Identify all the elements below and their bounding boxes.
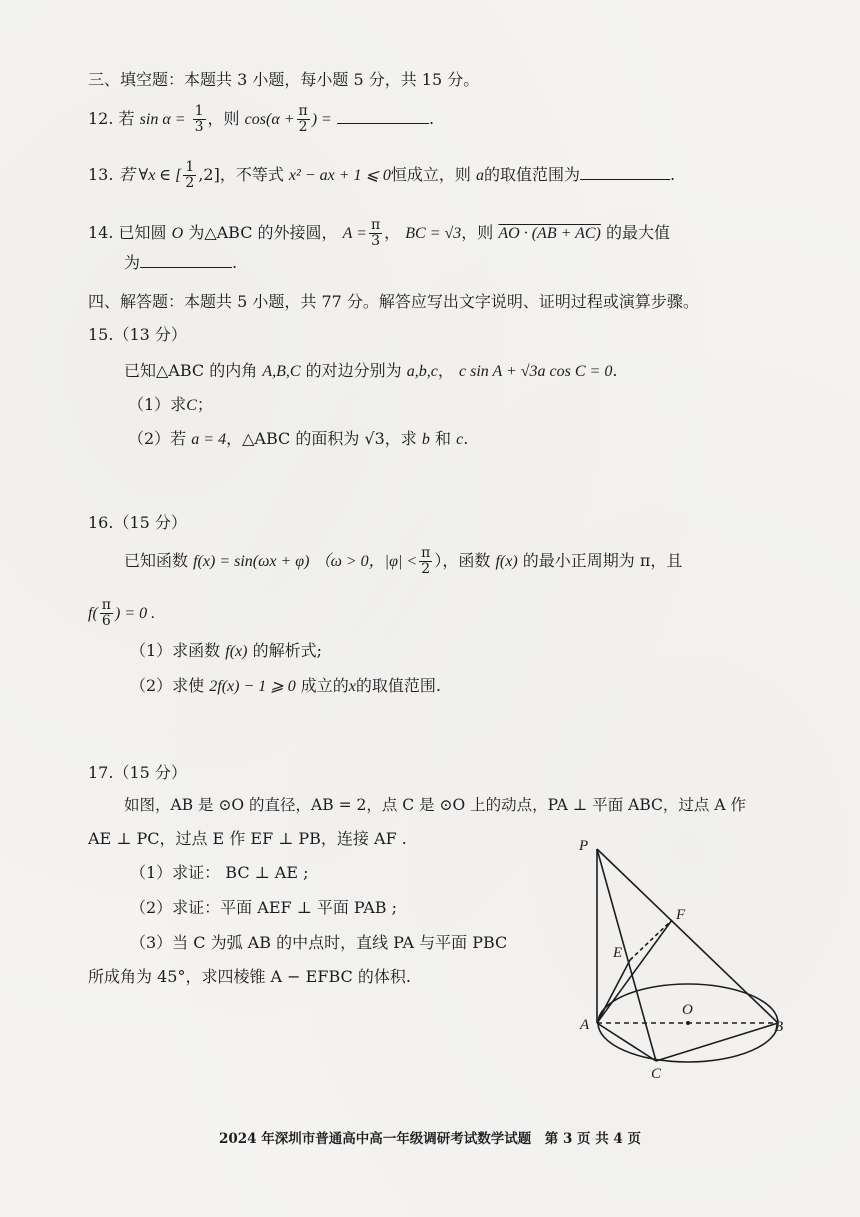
q15-angles: A,B,C xyxy=(262,363,301,380)
q16-stem-d: 的最小正周期为 π，且 xyxy=(522,551,683,570)
label-B: B xyxy=(774,1019,784,1035)
q15-p1-end: ； xyxy=(196,395,213,414)
q16-p2-b: 成立的 xyxy=(300,676,349,695)
edge-BC xyxy=(656,1023,778,1061)
q16-p2-a: （2）求使 xyxy=(130,676,205,695)
q16-function: f(x) = sin(ωx + φ) xyxy=(193,553,310,570)
q15-p2-b: ，△ABC 的面积为 √3，求 xyxy=(226,429,417,448)
q17-part-3-cont: 所成角为 45°，求四棱锥 A − EFBC 的体积. xyxy=(88,967,411,986)
q15-p1-var: C xyxy=(186,397,197,414)
q14-A-eq: A = xyxy=(342,225,367,242)
q14-end: . xyxy=(232,253,238,272)
q12-frac-2: $\frac{\pi}{2}$ xyxy=(298,103,308,135)
q14-line2-prefix: 为 xyxy=(124,253,141,272)
q16-p1-b: 的解析式; xyxy=(252,641,322,660)
q15-p1-text: （1）求 xyxy=(128,395,187,414)
q16-frac: $\frac{\pi}{2}$ xyxy=(421,545,431,577)
q14-text-1: 已知圆 xyxy=(118,223,167,242)
q14-text-4: ，则 xyxy=(461,223,494,242)
label-E: E xyxy=(613,945,623,961)
q12-end: . xyxy=(428,109,435,128)
label-A: A xyxy=(580,1017,590,1033)
q16-stem-a: 已知函数 xyxy=(124,551,189,570)
q17-part-2: （2）求证：平面 AEF ⊥ 平面 PAB ; xyxy=(130,898,397,917)
q13-inequality: x² − ax + 1 ⩽ 0 xyxy=(288,167,391,184)
q15-stem-d: . xyxy=(612,361,618,380)
q17-header: 17.（15 分） xyxy=(88,763,187,782)
q13-end: . xyxy=(670,165,676,184)
q17-line-1: 如图，AB 是 ⊙O 的直径，AB = 2，点 C 是 ⊙O 上的动点，PA ⊥ 平面 ABC，过点 A 作 xyxy=(124,796,746,814)
q15-header: 15.（13 分） xyxy=(88,325,187,344)
section-3-heading: 三、填空题：本题共 3 小题，每小题 5 分，共 15 分。 xyxy=(88,70,480,89)
q14-frac: $\frac{\pi}{3}$ xyxy=(370,217,381,249)
q13-var: a xyxy=(476,167,485,184)
edge-PB xyxy=(597,849,778,1023)
q16-stem-b: （ω > 0，|φ| < xyxy=(314,553,418,570)
label-C: C xyxy=(651,1066,662,1082)
q15-p2-a: （2）若 xyxy=(128,429,187,448)
q15-sides: a,b,c xyxy=(406,363,438,380)
label-O: O xyxy=(682,1002,693,1018)
q16-cond-frac: $\frac{\pi}{6}$ xyxy=(101,597,111,629)
q12-cond: sin α = xyxy=(139,111,186,128)
section-4-heading: 四、解答题：本题共 5 小题，共 77 分。解答应写出文字说明、证明过程或演算步骤。 xyxy=(88,292,699,311)
q14-bc: BC = √3 xyxy=(405,225,462,242)
q16-f: f(x) xyxy=(495,553,518,570)
q16-p2-ineq: 2f(x) − 1 ⩾ 0 xyxy=(209,678,296,695)
q16-p2-c: 的取值范围. xyxy=(355,676,441,695)
q13-mid: ,2]，不等式 xyxy=(198,165,284,184)
q16-header: 16.（15 分） xyxy=(88,513,187,532)
q12-expr-left: cos(α + xyxy=(244,111,295,128)
q15-p2-var-c: c xyxy=(456,431,464,448)
q14-number: 14. xyxy=(88,223,114,242)
segment-EF xyxy=(630,920,672,960)
q14-vector-expr: AO · (AB + AC) xyxy=(498,225,601,242)
q12-then: ，则 xyxy=(207,109,240,128)
q16-p1-f: f(x) xyxy=(225,643,248,660)
page-footer: 2024 年深圳市普通高中高一年级调研考试数学试题 第 3 页 共 4 页 xyxy=(218,1131,642,1147)
q14-text-2: 为△ABC 的外接圆， xyxy=(188,223,338,242)
q14-text-3: ， xyxy=(384,223,401,242)
center-point-O xyxy=(686,1021,690,1025)
q13-prefix: 若 ∀x ∈ [ xyxy=(118,167,182,184)
q16-cond-left: f( xyxy=(88,605,98,622)
segment-AF xyxy=(597,920,672,1023)
q14-text-5: 的最大值 xyxy=(605,223,670,242)
q12-number: 12. xyxy=(88,109,114,128)
q17-part-1: （1）求证： BC ⊥ AE ; xyxy=(130,863,309,882)
q15-equation: c sin A + √3a cos C = 0 xyxy=(458,363,613,380)
q16-p2-x: x xyxy=(348,678,356,695)
q15-p2-d: . xyxy=(463,429,469,448)
q14-O: O xyxy=(171,225,184,242)
q15-p2-var-b: b xyxy=(421,431,430,448)
q16-stem-c: ），函数 xyxy=(434,551,491,570)
q15-stem-c: ， xyxy=(437,361,454,380)
q15-stem-a: 已知△ABC 的内角 xyxy=(124,361,258,380)
q13-rest2: 的取值范围为 xyxy=(484,165,581,184)
q15-p2-eq: a = 4 xyxy=(191,431,227,448)
q16-cond-right: ) = 0 . xyxy=(114,605,156,622)
label-P: P xyxy=(579,838,589,854)
q13-rest: 恒成立，则 xyxy=(390,165,471,184)
q13-frac: $\frac{1}{2}$ xyxy=(185,159,195,191)
q13-number: 13. xyxy=(88,165,114,184)
q17-part-3: （3）当 C 为弧 AB 的中点时，直线 PA 与平面 PBC xyxy=(130,933,508,952)
q16-p1-a: （1）求函数 xyxy=(130,641,221,660)
q12-prefix: 若 xyxy=(118,109,135,128)
q17-line-2: AE ⊥ PC，过点 E 作 EF ⊥ PB，连接 AF . xyxy=(88,829,407,848)
segment-AE xyxy=(597,960,630,1023)
label-F: F xyxy=(676,907,686,923)
q12-frac-1: $\frac{1}{3}$ xyxy=(194,103,204,135)
q15-p2-c: 和 xyxy=(434,429,451,448)
q15-stem-b: 的对边分别为 xyxy=(305,361,402,380)
q12-expr-right: ) = xyxy=(311,111,332,128)
